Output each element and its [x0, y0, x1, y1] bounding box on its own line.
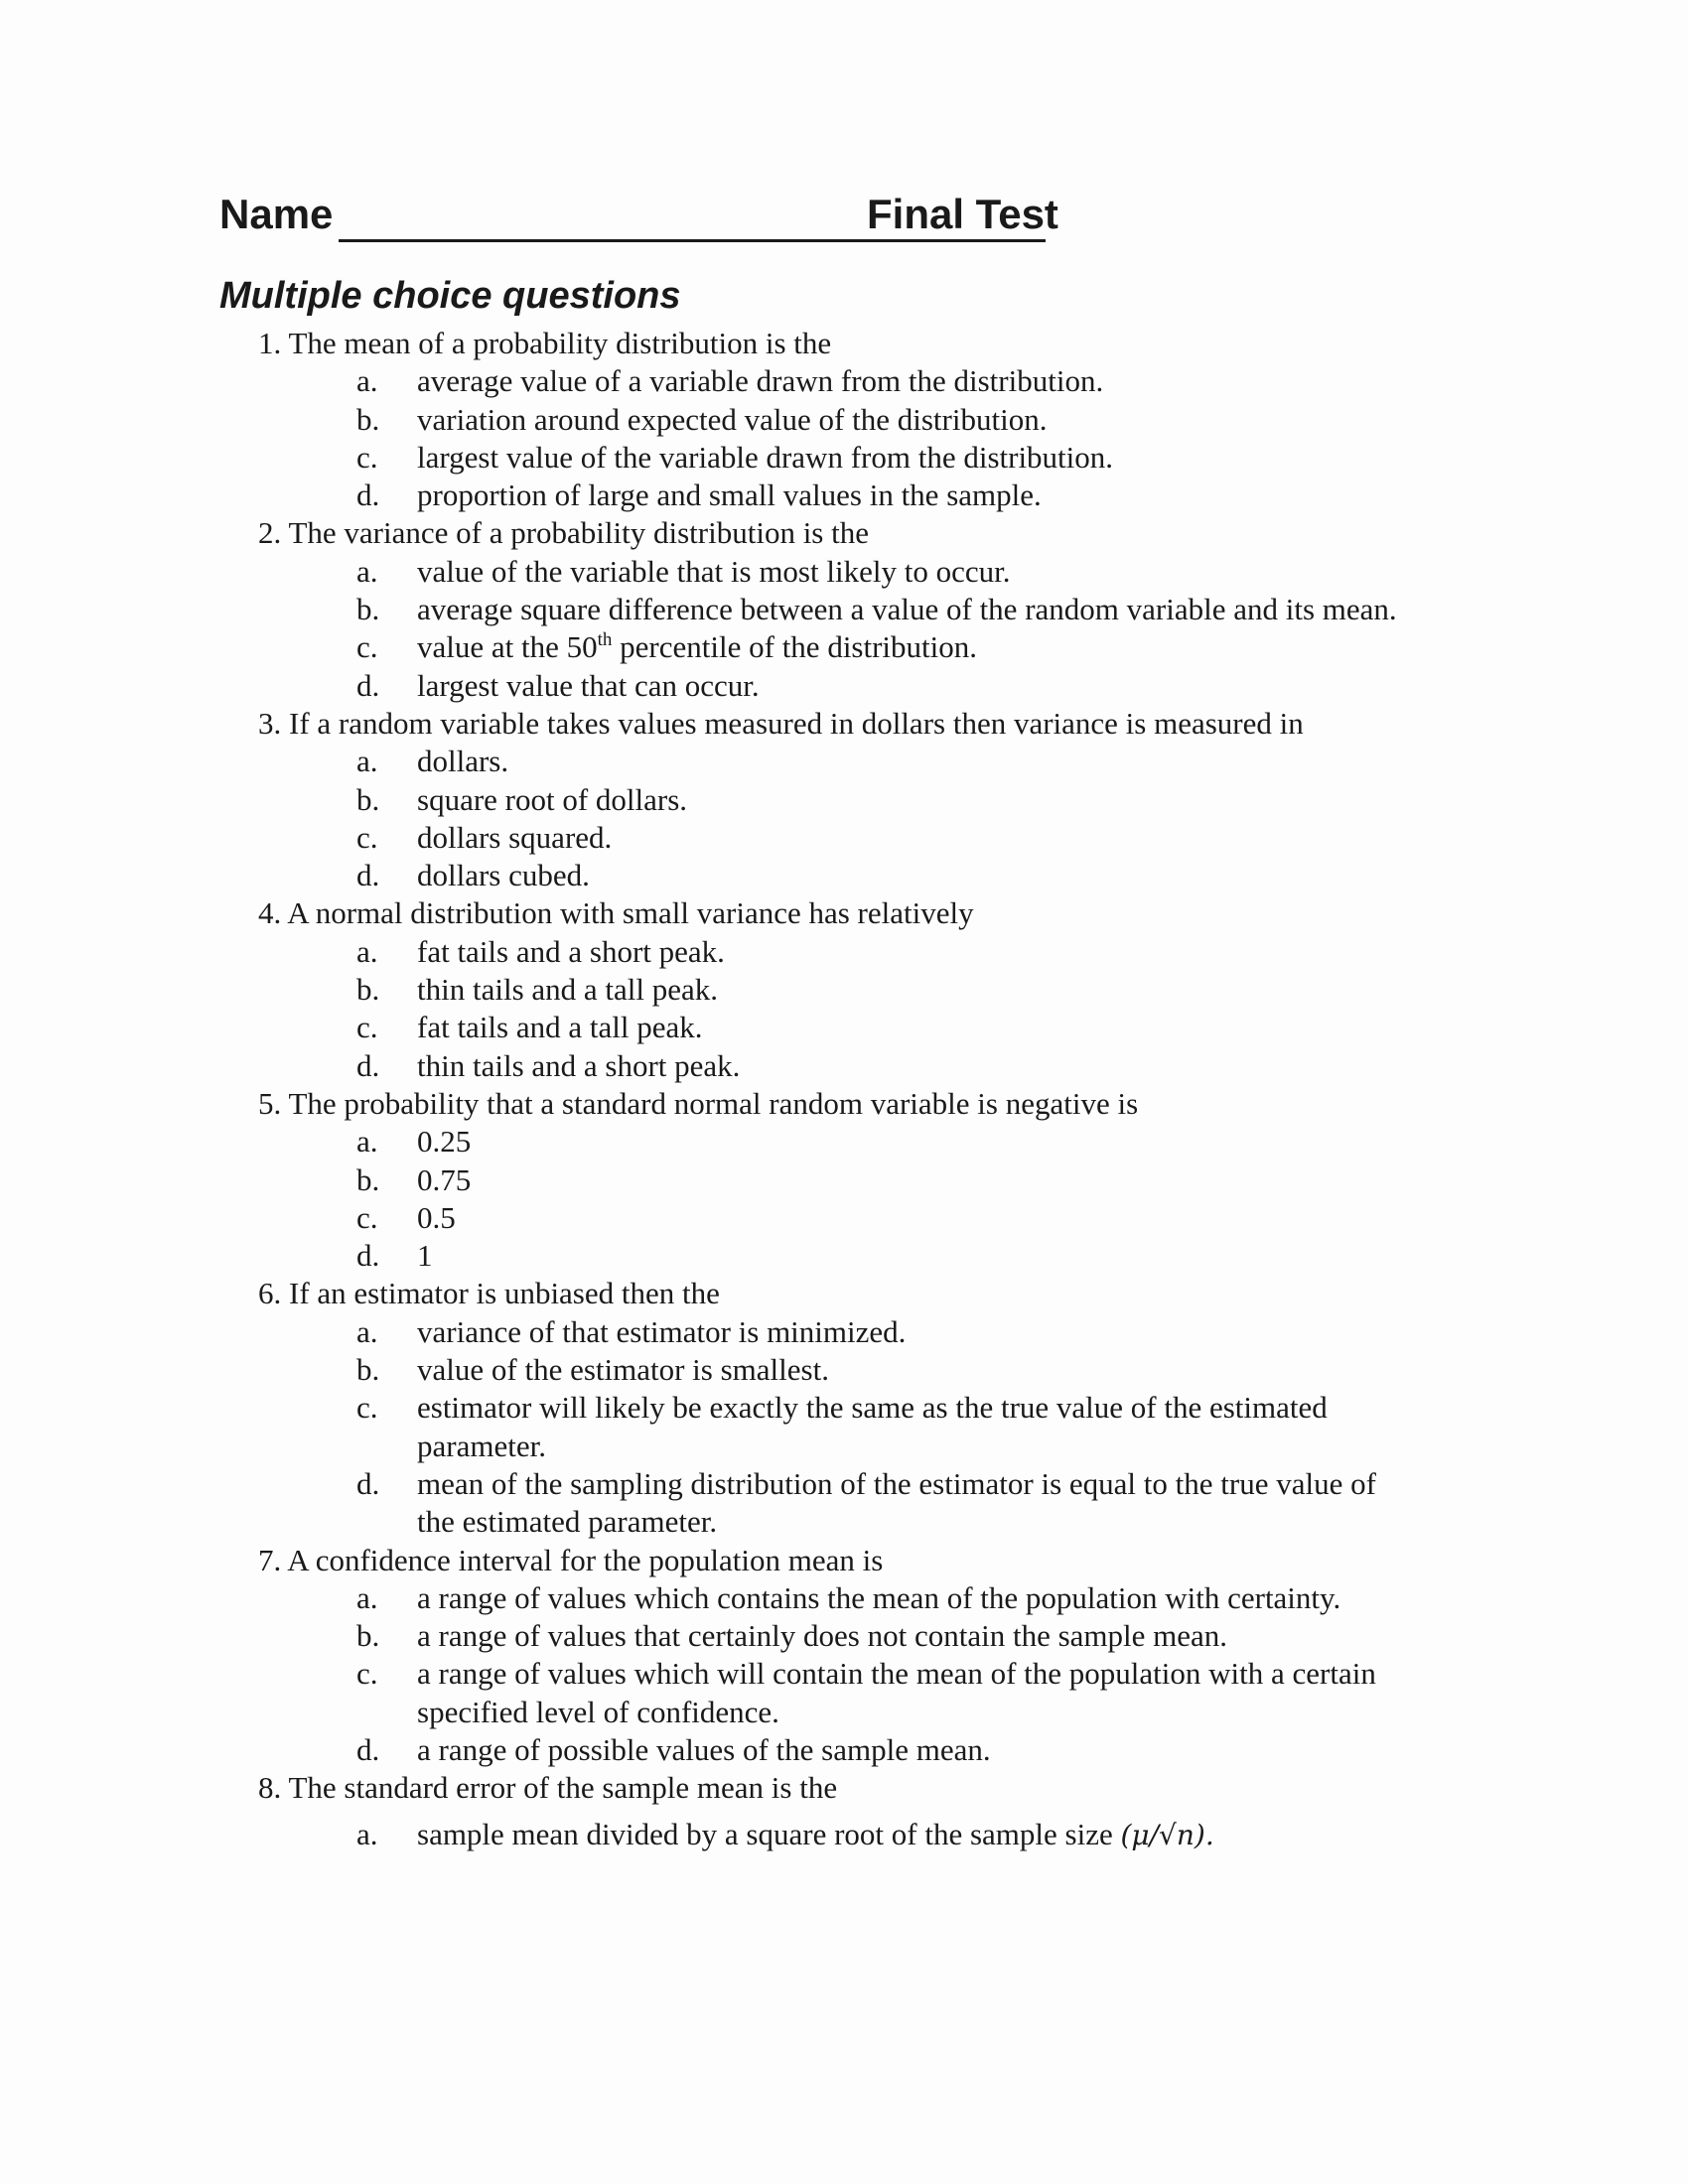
choice-letter: a. [356, 553, 378, 589]
question-stem [258, 705, 1410, 743]
choice-letter: c. [356, 1199, 378, 1235]
choice-text: average square difference between a value of the random variable and its mean. [417, 592, 1397, 627]
choice-3d [258, 857, 1410, 894]
choice-6b [258, 1351, 1410, 1389]
choice-letter: a. [356, 1816, 378, 1851]
choice-text: square root of dollars. [417, 781, 688, 817]
question-stem [258, 514, 1410, 552]
choice-3b [258, 781, 1410, 819]
choice-letter: c. [356, 629, 378, 665]
choice-list [258, 362, 1410, 514]
choice-6c [258, 1389, 1410, 1465]
question-4 [258, 894, 1410, 1084]
question-number: 1. [258, 326, 282, 360]
choice-text: 0.25 [417, 1124, 472, 1160]
question-list [258, 325, 1410, 1854]
standard-error-formula: (μ/√n). [1120, 1818, 1214, 1851]
choice-list [258, 933, 1410, 1085]
choice-text: 1 [417, 1238, 433, 1274]
choice-3c [258, 819, 1410, 857]
choice-text: thin tails and a short peak. [417, 1047, 741, 1083]
name-label: Name [219, 191, 334, 237]
question-text: The standard error of the sample mean is the [288, 1770, 838, 1806]
choice-letter: d. [356, 1731, 380, 1767]
question-text: The mean of a probability distribution is the [288, 326, 832, 360]
choice-5c [258, 1199, 1410, 1237]
question-stem [258, 894, 1410, 932]
choice-text: largest value of the variable drawn from the distribution. [417, 439, 1114, 475]
question-6 [258, 1275, 1410, 1541]
choice-7a [258, 1579, 1410, 1617]
choice-letter: c. [356, 439, 378, 475]
choice-letter: d. [356, 1465, 380, 1501]
choice-letter: a. [356, 933, 378, 969]
choice-text: variance of that estimator is minimized. [417, 1313, 907, 1349]
question-5 [258, 1085, 1410, 1275]
choice-3a [258, 743, 1410, 780]
question-stem [258, 1769, 1410, 1807]
choice-6d [258, 1465, 1410, 1542]
choice-letter: b. [356, 781, 380, 817]
test-header [219, 187, 1411, 256]
choice-letter: c. [356, 1390, 378, 1426]
choice-text: estimator will likely be exactly the same as the true value of the estimated parameter. [417, 1390, 1328, 1463]
choice-5d [258, 1237, 1410, 1275]
choice-text: variation around expected value of the distribution. [417, 401, 1048, 437]
choice-text: dollars squared. [417, 819, 613, 855]
choice-4a [258, 933, 1410, 971]
choice-8a [258, 1816, 1410, 1854]
choice-text: 0.5 [417, 1199, 456, 1235]
choice-text: dollars. [417, 744, 509, 779]
choice-letter: b. [356, 1352, 380, 1388]
choice-text: fat tails and a tall peak. [417, 1010, 703, 1045]
choice-letter: b. [356, 1618, 380, 1654]
choice-list [258, 553, 1410, 705]
choice-text-before: value at the 50 [417, 629, 598, 665]
choice-text: value of the estimator is smallest. [417, 1352, 829, 1388]
choice-list [258, 1313, 1410, 1542]
choice-7d [258, 1731, 1410, 1769]
question-3 [258, 705, 1410, 894]
choice-letter: c. [356, 1656, 378, 1692]
choice-letter: c. [356, 819, 378, 855]
question-1 [258, 325, 1410, 514]
question-number: 6. [258, 1276, 282, 1311]
question-text: The probability that a standard normal random variable is negative is [288, 1085, 1139, 1121]
choice-letter: d. [356, 858, 380, 893]
choice-text: sample mean divided by a square root of the sample size [417, 1816, 1113, 1851]
question-text: The variance of a probability distribution is the [288, 515, 869, 551]
choice-text: a range of possible values of the sample mean. [417, 1731, 991, 1767]
question-number: 2. [258, 515, 282, 551]
question-number: 8. [258, 1770, 282, 1806]
choice-4b [258, 971, 1410, 1009]
choice-text: a range of values which contains the mean of the population with certainty. [417, 1579, 1341, 1615]
choice-letter: d. [356, 478, 380, 513]
question-number: 3. [258, 705, 282, 741]
choice-letter: a. [356, 744, 378, 779]
question-number: 4. [258, 895, 282, 931]
choice-text-after: percentile of the distribution. [612, 629, 978, 665]
choice-text: largest value that can occur. [417, 667, 760, 703]
question-stem [258, 1542, 1410, 1579]
choice-7b [258, 1617, 1410, 1655]
choice-2b [258, 591, 1410, 628]
choice-4d [258, 1047, 1410, 1085]
choice-7c [258, 1655, 1410, 1731]
choice-letter: d. [356, 1047, 380, 1083]
choice-letter: d. [356, 667, 380, 703]
question-number: 5. [258, 1085, 282, 1121]
question-text: If an estimator is unbiased then the [289, 1276, 720, 1311]
choice-2d [258, 667, 1410, 705]
choice-list [258, 1816, 1410, 1854]
choice-5a [258, 1123, 1410, 1160]
choice-letter: a. [356, 1313, 378, 1349]
choice-list [258, 1123, 1410, 1275]
question-2 [258, 514, 1410, 704]
question-text: A normal distribution with small variance has relatively [287, 895, 974, 931]
question-number: 7. [258, 1542, 282, 1577]
choice-2a [258, 553, 1410, 591]
question-stem [258, 325, 1410, 362]
question-stem [258, 1085, 1410, 1123]
choice-text: a range of values which will contain the mean of the population with a certain specified level of confidence. [417, 1656, 1376, 1729]
choice-4c [258, 1009, 1410, 1046]
choice-6a [258, 1313, 1410, 1351]
question-stem [258, 1275, 1410, 1312]
choice-text: 0.75 [417, 1161, 472, 1197]
choice-letter: b. [356, 972, 380, 1008]
choice-letter: a. [356, 1579, 378, 1615]
choice-letter: a. [356, 1124, 378, 1160]
choice-letter: b. [356, 592, 380, 627]
choice-text: average value of a variable drawn from the distribution. [417, 363, 1104, 399]
choice-list [258, 743, 1410, 894]
choice-list [258, 1579, 1410, 1769]
ordinal-superscript: th [597, 629, 613, 651]
choice-2c [258, 628, 1410, 666]
choice-text: mean of the sampling distribution of the estimator is equal to the true value of the estimated parameter. [417, 1465, 1376, 1540]
choice-text: fat tails and a short peak. [417, 933, 725, 969]
choice-letter: a. [356, 363, 378, 399]
choice-letter: b. [356, 401, 380, 437]
choice-text: proportion of large and small values in the sample. [417, 478, 1042, 513]
choice-text: dollars cubed. [417, 858, 590, 893]
choice-text: thin tails and a tall peak. [417, 972, 719, 1008]
question-7 [258, 1542, 1410, 1770]
choice-5b [258, 1161, 1410, 1199]
test-title: Final Test [867, 191, 1058, 237]
choice-1a [258, 362, 1410, 400]
question-text: A confidence interval for the population mean is [287, 1542, 884, 1577]
choice-1b [258, 401, 1410, 439]
question-text: If a random variable takes values measured in dollars then variance is measured in [289, 705, 1304, 741]
choice-letter: c. [356, 1010, 378, 1045]
choice-1d [258, 477, 1410, 514]
choice-letter: b. [356, 1161, 380, 1197]
choice-text: a range of values that certainly does not contain the sample mean. [417, 1618, 1228, 1654]
choice-1c [258, 439, 1410, 477]
question-8 [258, 1769, 1410, 1854]
choice-text: value of the variable that is most likely to occur. [417, 553, 1011, 589]
choice-letter: d. [356, 1238, 380, 1274]
section-title: Multiple choice questions [219, 275, 681, 317]
